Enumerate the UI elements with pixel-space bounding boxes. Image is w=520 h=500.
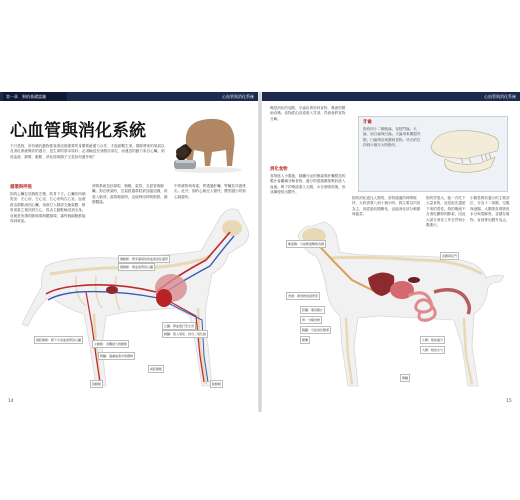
digestion-heading: 消化食物 (270, 167, 288, 172)
label-aorta: 主動脈：身體最大的動脈 (94, 342, 128, 346)
left-running-header (0, 92, 258, 101)
right-section-label: 心血管與消化系統 (484, 94, 516, 99)
right-col1b-text: 食物進入小腸後，胰臟分泌的酵素與肝臟製造的膽汁會繼續分解食物，養分則透過腸壁吸收進入血液。剩下的殘渣進入大腸，水分被吸收後，形成糞便排出體外。 (270, 174, 346, 195)
col1-heading: 循環與呼吸 (10, 185, 32, 190)
page-title: 心血管與消化系統 (10, 121, 146, 141)
label-femoral-artery: 股動脈 (92, 382, 102, 386)
right-col1-text: 嘴是消化的起點，牙齒負責咬碎食物，唾液則幫助吞嚥。食物經由食道進入胃部，胃液會將食物分解。 (270, 106, 346, 121)
label-salivary: 唾液腺：分泌唾液幫助吞嚥 (288, 242, 325, 246)
label-gallbladder: 膽囊 (302, 338, 309, 342)
right-running-header (262, 92, 520, 101)
label-cranial-vena-cava: 前腔靜脈 (150, 367, 163, 371)
book-gutter (258, 92, 262, 412)
intro-paragraph: 不只是狗，所有哺乳動物都靠著這個重要的身體系統通力合作，才能維繫生命。靜脈帶來的氧氣以及消化系統吸收的養分，是生命的基本原料；必須輸送至身體各部位，而運送的動力來自心臟。到底血液、靜脈、動脈、消化道與腸子又是如何運作呢？ (10, 144, 165, 159)
col1-text: 狗的心臟位於胸腔左側，肋骨下方。心臟有四個腔室：左心房、左心室、右心房與右心室。血液經由靜脈流回心臟，再被打入肺部交換氣體，吸收氧氣之後回到左心，再由主動脈輸送到全身。這就是所謂的肺循環與體循環，讓每個細胞都能得到氧氣。 (10, 192, 86, 224)
label-stomach: 胃：分解食物 (302, 318, 321, 322)
label-liver: 肝臟：製造膽汁 (302, 308, 324, 312)
label-heart: 心臟：將血液打至全身 (164, 324, 195, 328)
label-lung: 肺臟：吸入氧氣、排出二氧化碳 (164, 332, 207, 336)
label-rectum: 直腸與肛門 (442, 254, 458, 258)
left-page-number: 14 (8, 399, 14, 404)
label-carotid: 頸動脈：將充滿氧氣的血液送往頭部 (120, 257, 169, 261)
dog-eating-photo (172, 104, 246, 174)
col2-text: 呼吸系統包括鼻腔、咽喉、氣管、支氣管與肺臟。狗在吸氣時，空氣經過鼻腔被加溫加濕，再進入肺部；當狗喘氣時，也能利用呼吸散熱，調節體溫。 (92, 184, 168, 205)
sidebar-text: 狗有四十二顆恆齒，包括門齒、犬齒、前臼齒與臼齒。犬齒用來撕裂肉類，臼齒則用來磨碎食物。幼犬約在四到六個月大時換牙。 (363, 127, 421, 148)
col3-text: 中的廢物與毒素，將透過肝臟、腎臟及尿液排出。此外，狗的心跳比人類快，體型越小的狗心跳越快。 (174, 184, 246, 199)
right-page-number: 15 (506, 399, 512, 404)
teeth-sidebar (358, 116, 508, 192)
chapter-label: 第一章 狗的基礎認識 (6, 94, 46, 99)
label-large-intestine: 大腸：吸收水分 (422, 348, 444, 352)
left-section-label: 心血管與消化系統 (222, 94, 254, 99)
dog-skull-illustration (425, 123, 503, 185)
label-brachial-artery: 肱動脈 (212, 382, 222, 386)
cardiovascular-dog-illustration (6, 196, 256, 396)
label-kidney: 腎臟：過濾血液中的廢物 (100, 354, 134, 358)
label-pancreas: 胰臟：分泌消化酵素 (302, 328, 330, 332)
label-jugular: 頸靜脈：將血液帶回心臟 (120, 265, 154, 269)
label-esophagus: 食道：將食物送到胃部 (288, 294, 319, 298)
label-spleen: 脾臟 (402, 376, 409, 380)
right-col4-text: 小腸是吸收養分的主要部位，分為十二指腸、空腸與迴腸。大腸則負責吸收水分與電解質，並儲存廢物，直到排出體外為止。 (470, 196, 510, 222)
sidebar-heading: 牙齒 (363, 120, 372, 125)
right-col3-text: 狗的胃很大，能一次吃下大量食物，這是祖先遺留下來的習性。狗的唾液不含消化澱粉的酵素，因此大部分消化工作在胃與小腸進行。 (426, 196, 466, 228)
right-col2-text: 狗的消化道比人類短，食物通過的時間較快，大約需要八到十個小時。狗主要以肉食為主，但經過長期馴化，也能消化部分穀類與蔬菜。 (352, 196, 421, 217)
label-caudal-vena-cava: 後腔靜脈：將下半身血液帶回心臟 (36, 338, 82, 342)
label-small-intestine: 小腸：吸收養分 (422, 338, 444, 342)
